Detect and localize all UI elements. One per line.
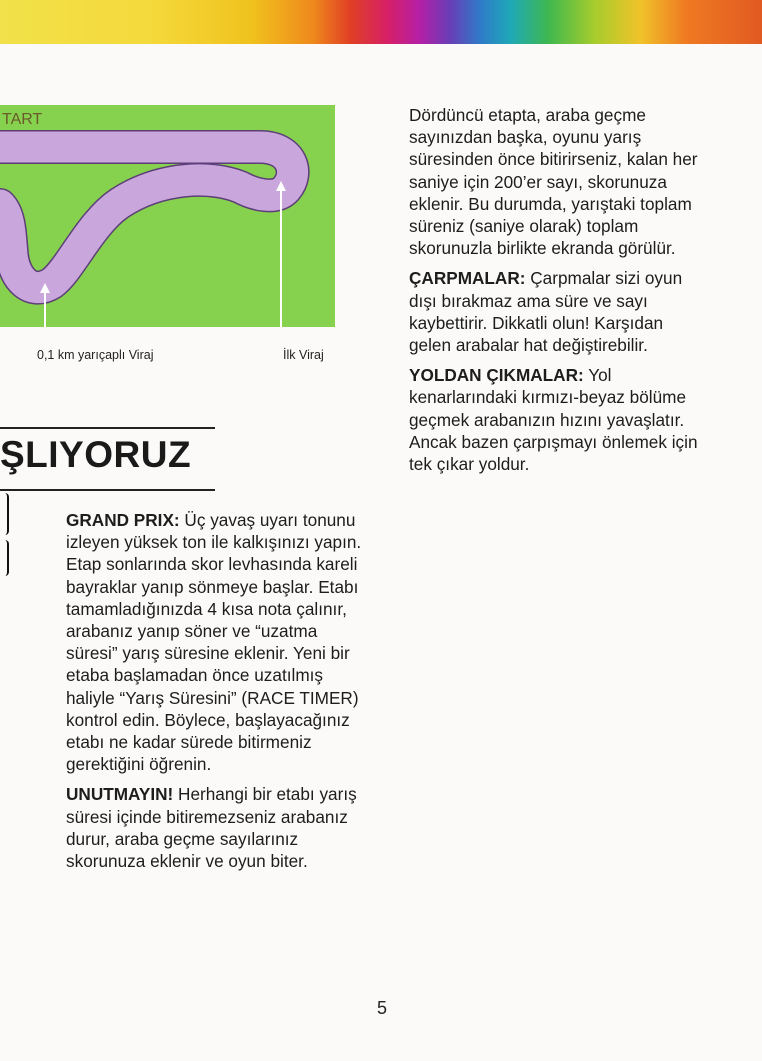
rainbow-header-bar [0, 0, 762, 44]
caption-radius-curve: 0,1 km yarıçaplı Viraj [37, 348, 154, 362]
paragraph-heading: UNUTMAYIN! [66, 784, 174, 805]
right-column-text [409, 104, 709, 483]
paragraph-heading: ÇARPMALAR: [409, 268, 526, 289]
paragraph-grand-prix [66, 509, 366, 775]
paragraph-heading: GRAND PRIX: [66, 510, 180, 530]
track-map [0, 105, 335, 327]
paragraph-body: Dördüncü etapta, araba geçme sayınızdan başka, oyunu yarış süresinden önce bitirirseniz, kalan her saniye için 200’er sayı, skorunuza eklenir. Bu durumda, yarıştaki toplam süreniz (saniye olarak) toplam skorunuzla birlikte ekranda görülür. [409, 105, 698, 259]
paragraph-heading: YOLDAN ÇIKMALAR: [409, 365, 584, 386]
page-number: 5 [377, 998, 388, 1018]
section-heading: ŞLIYORUZ [0, 434, 192, 475]
track-map-drawing [0, 105, 335, 327]
paragraph-body: Herhangi bir etabı yarış süresi içinde bitiremezseniz arabanız durur, araba geçme sayılarınız skorunuza eklenir ve oyun biter. [66, 784, 357, 872]
bracket-mark-bottom [0, 540, 9, 576]
paragraph-body: Üç yavaş uyarı tonunu izleyen yüksek ton ile kalkışınızı yapın. Etap sonlarında skor levhasında kareli bayraklar yanıp sönmeye başlar. Etabı tamamladığınızda 4 kısa nota çalınır, arabanız yanıp söner ve “uzatma süresi” yarış süresine eklenir. Yeni bir etaba başlamadan önce uzatılmış haliyle “Yarış Süresini” (RACE TIMER) kontrol edin. Böylece, başlayacağınız etabı ne kadar sürede bitirmeniz gerektiğini öğrenin. [66, 510, 362, 775]
paragraph-unutmayin [66, 783, 366, 872]
start-label: TART [2, 111, 43, 128]
paragraph-body: Çarpmalar sizi oyun dışı bırakmaz ama süre ve sayı kaybettirir. Dikkatli olun! Karşıdan gelen arabalar hat değiştirebilir. [409, 268, 683, 356]
paragraph-body: Yol kenarlarındaki kırmızı-beyaz bölüme geçmek arabanızın hızını yavaşlatır. Ancak bazen çarpışmayı önlemek için tek çıkar yoldur. [409, 365, 698, 475]
paragraph-carpmalar [409, 267, 709, 356]
bracket-mark-top [0, 493, 9, 535]
track-surface [0, 147, 293, 288]
left-column-text [66, 509, 366, 880]
paragraph-fourth-stage [409, 104, 709, 259]
caption-first-curve: İlk Viraj [283, 348, 324, 362]
paragraph-yoldan-cikmalar [409, 364, 709, 475]
track-outline [0, 147, 293, 288]
